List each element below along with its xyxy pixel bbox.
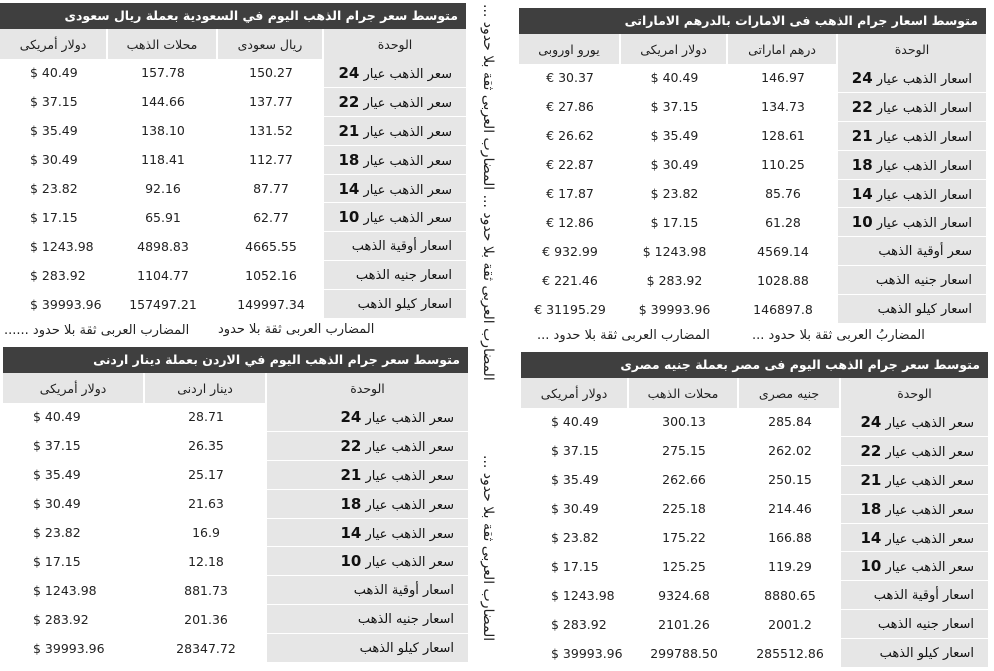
table-cell: 1028.88 [728,266,838,295]
table-cell: 2001.2 [739,610,841,639]
table-cell: $ 1243.98 [521,581,629,610]
table-cell: 1104.77 [108,261,218,290]
table-cell: $ 17.15 [521,552,629,581]
table-cell: 299788.50 [629,639,739,668]
karat-number: 21 [851,126,873,145]
jordan-table-body [3,403,468,663]
row-label [838,295,986,324]
table-cell: 214.46 [739,495,841,524]
table-cell: 4569.14 [728,237,838,266]
col-jod: دينار اردنى [145,373,267,403]
row-label-text: سعر الذهب عيار [363,211,452,227]
table-cell: $ 283.92 [621,266,728,295]
egypt-table [521,378,988,668]
karat-number: 10 [338,208,360,227]
row-label [841,581,988,610]
row-label-text: اسعار الذهب عيار [876,158,972,174]
row-label [841,437,988,466]
table-row [0,290,466,319]
table-cell: 61.28 [728,208,838,237]
egypt-table-title: متوسط سعر جرام الذهب اليوم فى مصر بعملة جنيه مصرى [521,352,988,378]
table-row [521,524,988,553]
table-cell: 2101.26 [629,610,739,639]
table-cell: $ 35.49 [3,461,145,490]
table-row [519,180,986,209]
row-label-text: اسعار أوقية الذهب [873,587,974,603]
table-cell: 225.18 [629,495,739,524]
table-row [3,605,468,634]
jordan-gold-table [3,347,468,663]
row-label [841,639,988,668]
table-cell: 262.66 [629,466,739,495]
saudi-table-body [0,59,466,319]
row-label-text: سعر أوقية الذهب [878,243,972,259]
table-cell: 138.10 [108,117,218,146]
table-row [521,408,988,437]
table-cell: $ 1243.98 [0,232,108,261]
watermark-text: المضارب العربى ثقة بلا حدود ...... [4,323,190,338]
table-cell: € 221.46 [519,266,621,295]
table-cell: 4898.83 [108,232,218,261]
table-cell: 119.29 [739,552,841,581]
row-label [267,519,468,548]
table-row [519,208,986,237]
table-row [0,117,466,146]
table-row [0,88,466,117]
row-label-text: سعر الذهب عيار [885,531,974,547]
row-label [838,208,986,237]
table-cell: 28347.72 [145,634,267,663]
table-cell: $ 283.92 [0,261,108,290]
row-label [841,466,988,495]
row-label-text: اسعار جنيه الذهب [875,272,972,288]
table-cell: € 22.87 [519,151,621,180]
table-cell: 21.63 [145,490,267,519]
row-label-text: سعر الذهب عيار [365,410,454,426]
row-label [841,552,988,581]
row-label-text: سعر الذهب عيار [363,182,452,198]
watermark-text: المضارب العربى ثقة بلا حدود [218,322,375,337]
table-row [521,581,988,610]
karat-number: 22 [860,441,882,460]
row-label-text: سعر الذهب عيار [363,66,452,82]
table-cell: 131.52 [218,117,324,146]
karat-number: 22 [338,92,360,111]
table-cell: 262.02 [739,437,841,466]
table-cell: 128.61 [728,122,838,151]
table-row [521,610,988,639]
row-label-text: اسعار أوقية الذهب [351,238,452,254]
karat-number: 24 [851,68,873,87]
egypt-table-body [521,408,988,668]
table-row [3,547,468,576]
watermark-vertical-text: المضارب العربى ثقة بلا حدود ... المضارب العربى ثقة بلا حدود ... [480,4,496,381]
table-cell: 146.97 [728,64,838,93]
table-cell: $ 17.15 [3,547,145,576]
karat-number: 10 [340,552,362,571]
table-cell: $ 30.49 [0,146,108,175]
karat-number: 22 [340,436,362,455]
table-cell: 9324.68 [629,581,739,610]
table-cell: $ 283.92 [521,610,629,639]
table-row [3,634,468,663]
row-label-text: سعر الذهب عيار [365,439,454,455]
row-label-text: سعر الذهب عيار [885,560,974,576]
karat-number: 21 [338,121,360,140]
table-cell: 92.16 [108,175,218,204]
col-shops: محلات الذهب [629,378,739,408]
table-cell: 285.84 [739,408,841,437]
table-cell: 157.78 [108,59,218,88]
row-label [267,403,468,432]
row-label [267,547,468,576]
row-label-text: سعر الذهب عيار [363,95,452,111]
col-sar: ريال سعودى [218,29,324,59]
row-label [324,146,466,175]
karat-number: 18 [860,499,882,518]
col-eur: يورو اوروبى [519,34,621,64]
table-cell: $ 23.82 [521,524,629,553]
table-row [3,403,468,432]
table-cell: $ 1243.98 [621,237,728,266]
row-label-text: اسعار الذهب عيار [876,71,972,87]
saudi-gold-table [0,3,466,319]
row-label [838,180,986,209]
row-label-text: اسعار الذهب عيار [876,187,972,203]
karat-number: 21 [860,470,882,489]
table-cell: 12.18 [145,547,267,576]
jordan-table-title: متوسط سعر جرام الذهب اليوم في الاردن بعملة دينار اردنى [3,347,468,373]
row-label-text: سعر الذهب عيار [365,497,454,513]
table-cell: 26.35 [145,432,267,461]
table-header-row [0,29,466,59]
table-row [521,639,988,668]
table-cell: 144.66 [108,88,218,117]
row-label [324,203,466,232]
row-label [324,117,466,146]
table-row [0,203,466,232]
table-cell: 25.17 [145,461,267,490]
egypt-gold-table [521,352,988,668]
table-row [3,490,468,519]
karat-number: 24 [338,63,360,82]
row-label [838,237,986,266]
row-label [838,93,986,122]
table-cell: 881.73 [145,576,267,605]
col-usd: دولار أمريكى [0,29,108,59]
karat-number: 14 [851,184,873,203]
table-cell: 85.76 [728,180,838,209]
table-cell: 65.91 [108,203,218,232]
table-cell: 300.13 [629,408,739,437]
table-cell: € 30.37 [519,64,621,93]
table-row [519,122,986,151]
row-label-text: اسعار جنيه الذهب [355,267,452,283]
row-label [838,266,986,295]
table-cell: 28.71 [145,403,267,432]
row-label [267,634,468,663]
table-cell: $ 37.15 [621,93,728,122]
table-cell: 1052.16 [218,261,324,290]
col-unit: الوحدة [267,373,468,403]
jordan-table [3,373,468,663]
row-label [324,232,466,261]
table-cell: $ 283.92 [3,605,145,634]
table-row [0,232,466,261]
table-row [519,64,986,93]
table-cell: € 17.87 [519,180,621,209]
table-cell: 110.25 [728,151,838,180]
table-cell: € 27.86 [519,93,621,122]
table-cell: $ 23.82 [0,175,108,204]
table-cell: 150.27 [218,59,324,88]
karat-number: 18 [851,155,873,174]
row-label [324,290,466,319]
table-row [519,237,986,266]
table-cell: 146897.8 [728,295,838,324]
table-row [521,495,988,524]
col-aed: درهم اماراتى [728,34,838,64]
table-cell: $ 40.49 [521,408,629,437]
table-cell: $ 37.15 [3,432,145,461]
row-label [267,490,468,519]
table-row [0,261,466,290]
row-label [841,524,988,553]
table-cell: $ 40.49 [621,64,728,93]
row-label [267,576,468,605]
table-cell: 62.77 [218,203,324,232]
table-row [3,432,468,461]
table-row [3,461,468,490]
table-header-row [519,34,986,64]
table-cell: $ 35.49 [621,122,728,151]
table-cell: $ 39993.96 [3,634,145,663]
row-label [267,605,468,634]
table-cell: $ 37.15 [521,437,629,466]
col-unit: الوحدة [324,29,466,59]
table-cell: $ 17.15 [621,208,728,237]
karat-number: 22 [851,97,873,116]
row-label [841,610,988,639]
table-cell: $ 17.15 [0,203,108,232]
table-cell: 275.15 [629,437,739,466]
saudi-table [0,29,466,319]
row-label-text: اسعار كيلو الذهب [879,645,974,661]
row-label [324,88,466,117]
table-cell: 149997.34 [218,290,324,319]
row-label-text: اسعار كيلو الذهب [877,301,972,317]
table-cell: $ 39993.96 [521,639,629,668]
table-row [519,151,986,180]
row-label [838,122,986,151]
row-label [838,151,986,180]
karat-number: 14 [860,528,882,547]
row-label-text: سعر الذهب عيار [363,124,452,140]
row-label [324,175,466,204]
karat-number: 24 [340,407,362,426]
table-cell: $ 1243.98 [3,576,145,605]
table-cell: $ 39993.96 [621,295,728,324]
table-cell: $ 40.49 [3,403,145,432]
row-label-text: اسعار جنيه الذهب [357,611,454,627]
table-cell: $ 30.49 [521,495,629,524]
row-label [324,59,466,88]
table-cell: $ 40.49 [0,59,108,88]
row-label-text: سعر الذهب عيار [363,153,452,169]
col-usd: دولار أمريكى [521,378,629,408]
karat-number: 21 [340,465,362,484]
table-cell: 4665.55 [218,232,324,261]
uae-table-title: متوسط اسعار جرام الذهب فى الامارات بالدرهم الاماراتى [519,8,986,34]
table-row [521,552,988,581]
karat-number: 18 [340,494,362,513]
table-cell: 201.36 [145,605,267,634]
table-header-row [3,373,468,403]
karat-number: 18 [338,150,360,169]
table-row [519,266,986,295]
table-cell: 16.9 [145,519,267,548]
row-label-text: اسعار الذهب عيار [876,216,972,232]
row-label-text: سعر الذهب عيار [365,526,454,542]
table-row [521,466,988,495]
col-usd: دولار امريكى [621,34,728,64]
row-label [838,64,986,93]
table-cell: 125.25 [629,552,739,581]
table-cell: 8880.65 [739,581,841,610]
row-label-text: اسعار أوقية الذهب [353,582,454,598]
table-row [519,295,986,324]
table-cell: 175.22 [629,524,739,553]
table-cell: $ 23.82 [3,519,145,548]
col-unit: الوحدة [838,34,986,64]
table-cell: 250.15 [739,466,841,495]
table-cell: $ 37.15 [0,88,108,117]
table-cell: $ 35.49 [0,117,108,146]
table-cell: 166.88 [739,524,841,553]
table-cell: 134.73 [728,93,838,122]
row-label-text: اسعار كيلو الذهب [357,296,452,312]
row-label [267,432,468,461]
row-label [841,408,988,437]
table-cell: 137.77 [218,88,324,117]
table-row [0,175,466,204]
col-usd: دولار أمريكى [3,373,145,403]
table-cell: $ 35.49 [521,466,629,495]
saudi-table-title: متوسط سعر جرام الذهب اليوم في السعودية بعملة ريال سعودى [0,3,466,29]
table-row [3,576,468,605]
karat-number: 24 [860,412,882,431]
watermark-text: المضارب العربى ثقة بلا حدود ... [537,328,710,343]
karat-number: 14 [338,179,360,198]
col-egp: جنيه مصرى [739,378,841,408]
row-label-text: سعر الذهب عيار [885,473,974,489]
table-cell: € 31195.29 [519,295,621,324]
karat-number: 14 [340,523,362,542]
row-label-text: سعر الذهب عيار [885,415,974,431]
row-label-text: اسعار جنيه الذهب [877,616,974,632]
table-row [519,93,986,122]
table-cell: € 932.99 [519,237,621,266]
table-cell: $ 30.49 [3,490,145,519]
table-row [3,519,468,548]
table-cell: € 26.62 [519,122,621,151]
row-label-text: سعر الذهب عيار [885,444,974,460]
row-label-text: اسعار الذهب عيار [876,100,972,116]
row-label-text: سعر الذهب عيار [365,468,454,484]
watermark-text: المضاربُ العربى ثقة بلا حدود ... [752,328,925,343]
row-label-text: اسعار الذهب عيار [876,129,972,145]
table-header-row [521,378,988,408]
uae-table [519,34,986,324]
table-cell: 112.77 [218,146,324,175]
row-label [267,461,468,490]
table-cell: 157497.21 [108,290,218,319]
col-unit: الوحدة [841,378,988,408]
table-row [0,146,466,175]
karat-number: 10 [860,557,882,576]
table-cell: $ 23.82 [621,180,728,209]
row-label [324,261,466,290]
uae-gold-table [519,8,986,324]
row-label [841,495,988,524]
watermark-vertical-text: المضارب العربى ثقة بلا حدود ... [480,455,496,642]
table-cell: € 12.86 [519,208,621,237]
table-cell: 118.41 [108,146,218,175]
table-cell: 285512.86 [739,639,841,668]
row-label-text: سعر الذهب عيار [365,555,454,571]
table-row [0,59,466,88]
uae-table-body [519,64,986,324]
table-cell: $ 39993.96 [0,290,108,319]
karat-number: 10 [851,213,873,232]
table-row [521,437,988,466]
col-shops: محلات الذهب [108,29,218,59]
row-label-text: اسعار كيلو الذهب [359,640,454,656]
table-cell: $ 30.49 [621,151,728,180]
row-label-text: سعر الذهب عيار [885,502,974,518]
table-cell: 87.77 [218,175,324,204]
